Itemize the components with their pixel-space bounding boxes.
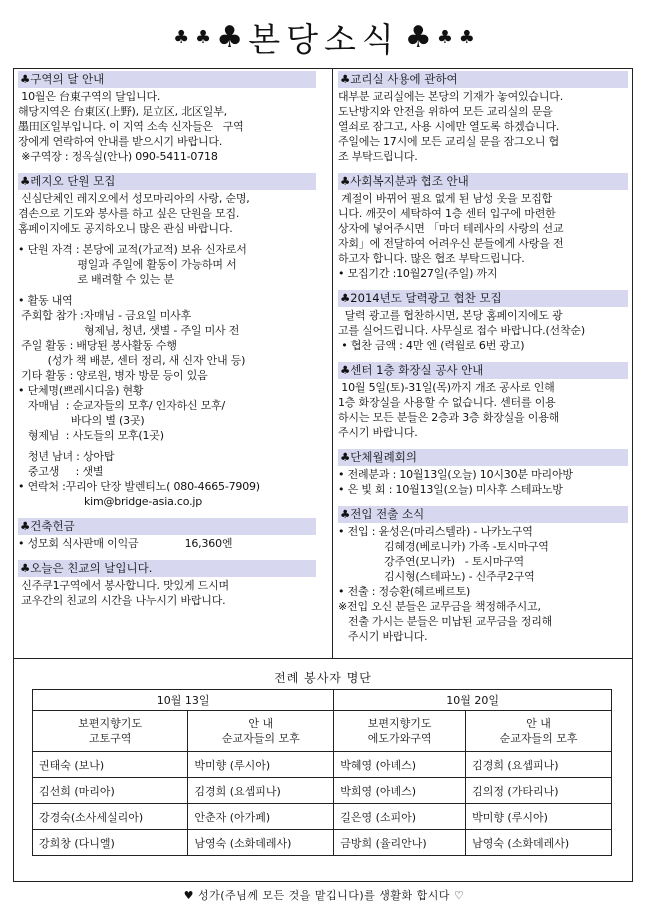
notice-section: [338, 506, 628, 644]
notice-line: ※구역장 : 정옥실(안나) 090-5411-0718: [18, 150, 218, 163]
notice-section: [338, 362, 628, 440]
roster-date: 10월 13일: [33, 690, 334, 711]
notice-line: 교우간의 친교의 시간을 나누시기 바랍니다.: [18, 594, 226, 607]
roster-row: [33, 778, 612, 804]
roster-cell: 김경희 (요셉피나): [188, 778, 334, 804]
roster-row: [33, 804, 612, 830]
notice-line: 주회합 참가 :자매님 - 금요일 미사후: [18, 309, 192, 322]
notice-line: 겸손으로 기도와 봉사를 하고 싶은 단원을 모집.: [18, 207, 240, 220]
club-icon-right-big: ♣: [404, 20, 432, 55]
roster-cell: 박미향 (루시아): [188, 752, 334, 778]
notice-heading: ♣교리실 사용에 관하여: [338, 71, 628, 88]
roster-table: [32, 689, 612, 856]
notice-line: 해당지역은 台東区(上野), 足立区, 北区일부,: [18, 105, 227, 118]
roster-role: 보편지향기도 에도가와구역: [334, 711, 466, 752]
notice-line: • 활동 내역: [18, 294, 73, 307]
roster-cell: 박희영 (아녜스): [334, 778, 466, 804]
notice-heading: ♣단체월례회의: [338, 449, 628, 466]
notice-line: • 은 빛 회 : 10월13일(오늘) 미사후 스테파노방: [338, 483, 563, 496]
notice-line: • 모집기간 :10월27일(주일) 까지: [338, 267, 498, 280]
notice-line: 홈페이지에도 공지하오니 많은 관심 바랍니다.: [18, 222, 233, 235]
notice-section: [338, 449, 628, 497]
notice-line: 신주쿠1구역에서 봉사합니다. 맛있게 드시며: [18, 579, 229, 592]
right-column: [338, 71, 628, 653]
notice-line: 열쇠로 잠그고, 사용 시에만 열도록 하겠습니다.: [338, 120, 560, 133]
notice-line: 주일 활동 : 배당된 봉사활동 수행: [18, 339, 177, 352]
roster-cell: 김경희 (요셉피나): [466, 752, 612, 778]
notice-line: 바다의 별 (3곳): [18, 414, 145, 427]
notice-line: 하고자 합니다. 많은 협조 부탁드립니다.: [338, 252, 525, 265]
roster-row: [33, 752, 612, 778]
notice-line: 도난방지와 안전을 위하여 모든 교리실의 문을: [338, 105, 553, 118]
notice-heading: ♣구역의 달 안내: [18, 71, 316, 88]
notice-section: [18, 71, 316, 164]
notice-heading: ♣레지오 단원 모집: [18, 173, 316, 190]
roster-role: 보편지향기도 고토구역: [33, 711, 188, 752]
roster-date: 10월 20일: [334, 690, 612, 711]
notice-line: 고를 실어드립니다. 사무실로 접수 바랍니다.(선착순): [338, 324, 585, 337]
roster-row: [33, 830, 612, 856]
notice-line: 청년 남녀 : 상아탑: [18, 450, 115, 463]
notice-line: 장에게 연락하여 안내를 받으시기 바랍니다.: [18, 135, 223, 148]
notice-line: 조 부탁드립니다.: [338, 150, 418, 163]
notice-line: • 전출 : 정승환(헤르베르토): [338, 585, 471, 598]
roster-cell: 김선희 (마리아): [33, 778, 188, 804]
notice-line: ※전입 오신 분들은 교무금을 책정해주시고,: [338, 600, 541, 613]
notice-line: 상자에 넣어주시면 「마더 테레사의 사랑의 선교: [338, 222, 564, 235]
notice-heading: ♣사회복지분과 협조 안내: [338, 173, 628, 190]
page-title: 본당소식: [248, 20, 400, 59]
roster-cell: 권태숙 (보나): [33, 752, 188, 778]
notice-line: 10월 5일(토)-31일(목)까지 개조 공사로 인해: [338, 381, 555, 394]
notice-line: 주시기 바랍니다.: [338, 630, 428, 643]
bulletin-frame: [13, 68, 633, 882]
notice-line: kim@bridge-asia.co.jp: [18, 495, 203, 508]
notice-line: 니다. 깨끗이 세탁하여 1층 센터 입구에 마련한: [338, 207, 556, 220]
notice-line: • 성모회 식사판매 이익금 16,360엔: [18, 537, 233, 550]
notice-section: [18, 173, 316, 509]
section-divider: [14, 658, 632, 659]
notice-line: 자회」에 전달하여 어려우신 분들에게 사랑을 전: [338, 237, 564, 250]
notice-line: • 전입 : 윤성은(마리스텔라) - 나카노구역: [338, 525, 533, 538]
notice-line: 형제님 : 사도들의 모후(1곳): [18, 429, 164, 442]
notice-line: 강주연(모니카) - 토시마구역: [338, 555, 524, 568]
notice-heading: ♣센터 1층 화장실 공사 안내: [338, 362, 628, 379]
roster-cell: 남영숙 (소화데레사): [188, 830, 334, 856]
roster-cell: 길은영 (소피아): [334, 804, 466, 830]
notice-section: [338, 173, 628, 281]
club-icon-left-big: ♣: [216, 20, 244, 55]
roster-cell: 김의정 (가타리나): [466, 778, 612, 804]
club-icon-left: ♣ ♣: [173, 27, 212, 48]
notice-section: [338, 71, 628, 164]
notice-section: [338, 290, 628, 353]
notice-line: 10월은 台東구역의 달입니다.: [18, 90, 161, 103]
notice-line: 주시기 바랍니다.: [338, 426, 418, 439]
left-column: [18, 71, 316, 617]
notice-heading: ♣전입 전출 소식: [338, 506, 628, 523]
notice-line: 하시는 모든 분들은 2층과 3층 화장실을 이용해: [338, 411, 560, 424]
notice-section: [18, 560, 316, 608]
notice-line: • 단체명(쁘레시디움) 현황: [18, 384, 144, 397]
notice-line: 계절이 바뀌어 필요 없게 된 남성 옷을 모집합: [338, 192, 553, 205]
notice-line: 전출 가시는 분들은 미납된 교무금을 정리해: [338, 615, 553, 628]
notice-line: 로 배려할 수 있는 분: [18, 273, 174, 286]
notice-line: 墨田区일부입니다. 이 지역 소속 신자들은 구역: [18, 120, 244, 133]
notice-heading: ♣건축헌금: [18, 518, 316, 535]
notice-line: 중고생 : 샛별: [18, 465, 104, 478]
roster-role: 안 내 순교자들의 모후: [188, 711, 334, 752]
roster-cell: 박미향 (루시아): [466, 804, 612, 830]
notice-line: • 연락처 :꾸리아 단장 발렌티노( 080-4665-7909): [18, 480, 260, 493]
notice-line: • 단원 자격 : 본당에 교적(가교적) 보유 신자로서: [18, 243, 247, 256]
roster-title: 전례 봉사자 명단: [274, 671, 372, 685]
roster-role: 안 내 순교자들의 모후: [466, 711, 612, 752]
notice-heading: ♣오늘은 친교의 날입니다.: [18, 560, 316, 577]
notice-line: 김혜경(베로니카) 가족 -토시마구역: [338, 540, 549, 553]
notice-line: 형제님, 청년, 샛별 - 주일 미사 전: [18, 324, 240, 337]
notice-line: 김시형(스테파노) - 신주쿠2구역: [338, 570, 535, 583]
notice-line: • 전례분과 : 10월13일(오늘) 10시30분 마리아방: [338, 468, 573, 481]
notice-heading: ♣2014년도 달력광고 협찬 모집: [338, 290, 628, 307]
notice-line: • 협찬 금액 : 4만 엔 (력월로 6번 광고): [338, 339, 525, 352]
roster-cell: 금방희 (율리안나): [334, 830, 466, 856]
page-title-banner: [0, 14, 648, 66]
notice-line: 자매님 : 순교자들의 모후/ 인자하신 모후/: [18, 399, 226, 412]
notice-section: [18, 518, 316, 551]
club-icon-right: ♣ ♣: [436, 27, 475, 48]
notice-line: 기타 활동 : 양로원, 병자 방문 등이 있음: [18, 369, 208, 382]
notice-line: 평일과 주일에 활동이 가능하며 서: [18, 258, 237, 271]
notice-line: 주일에는 17시에 모든 교리실 문을 잠그오니 협: [338, 135, 560, 148]
roster-cell: 강희창 (다니엘): [33, 830, 188, 856]
column-divider: [332, 69, 333, 658]
roster-cell: 강경숙(소사세실리아): [33, 804, 188, 830]
roster-cell: 박혜영 (아녜스): [334, 752, 466, 778]
notice-line: 1층 화장실을 사용할 수 없습니다. 센터를 이용: [338, 396, 556, 409]
notice-line: 대부분 교리실에는 본당의 기재가 놓여있습니다.: [338, 90, 564, 103]
roster-cell: 남영숙 (소화데레사): [466, 830, 612, 856]
roster-cell: 안춘자 (아가페): [188, 804, 334, 830]
notice-line: (성가 책 배분, 센터 정리, 새 신자 안내 등): [18, 354, 246, 367]
footer-motto: ♥ 성가(주님께 모든 것을 맡깁니다)를 생활화 합시다 ♡: [183, 889, 465, 902]
notice-line: 달력 광고를 협찬하시면, 본당 홈페이지에도 광: [338, 309, 563, 322]
notice-line: 신심단체인 레지오에서 성모마리아의 사랑, 순명,: [18, 192, 250, 205]
